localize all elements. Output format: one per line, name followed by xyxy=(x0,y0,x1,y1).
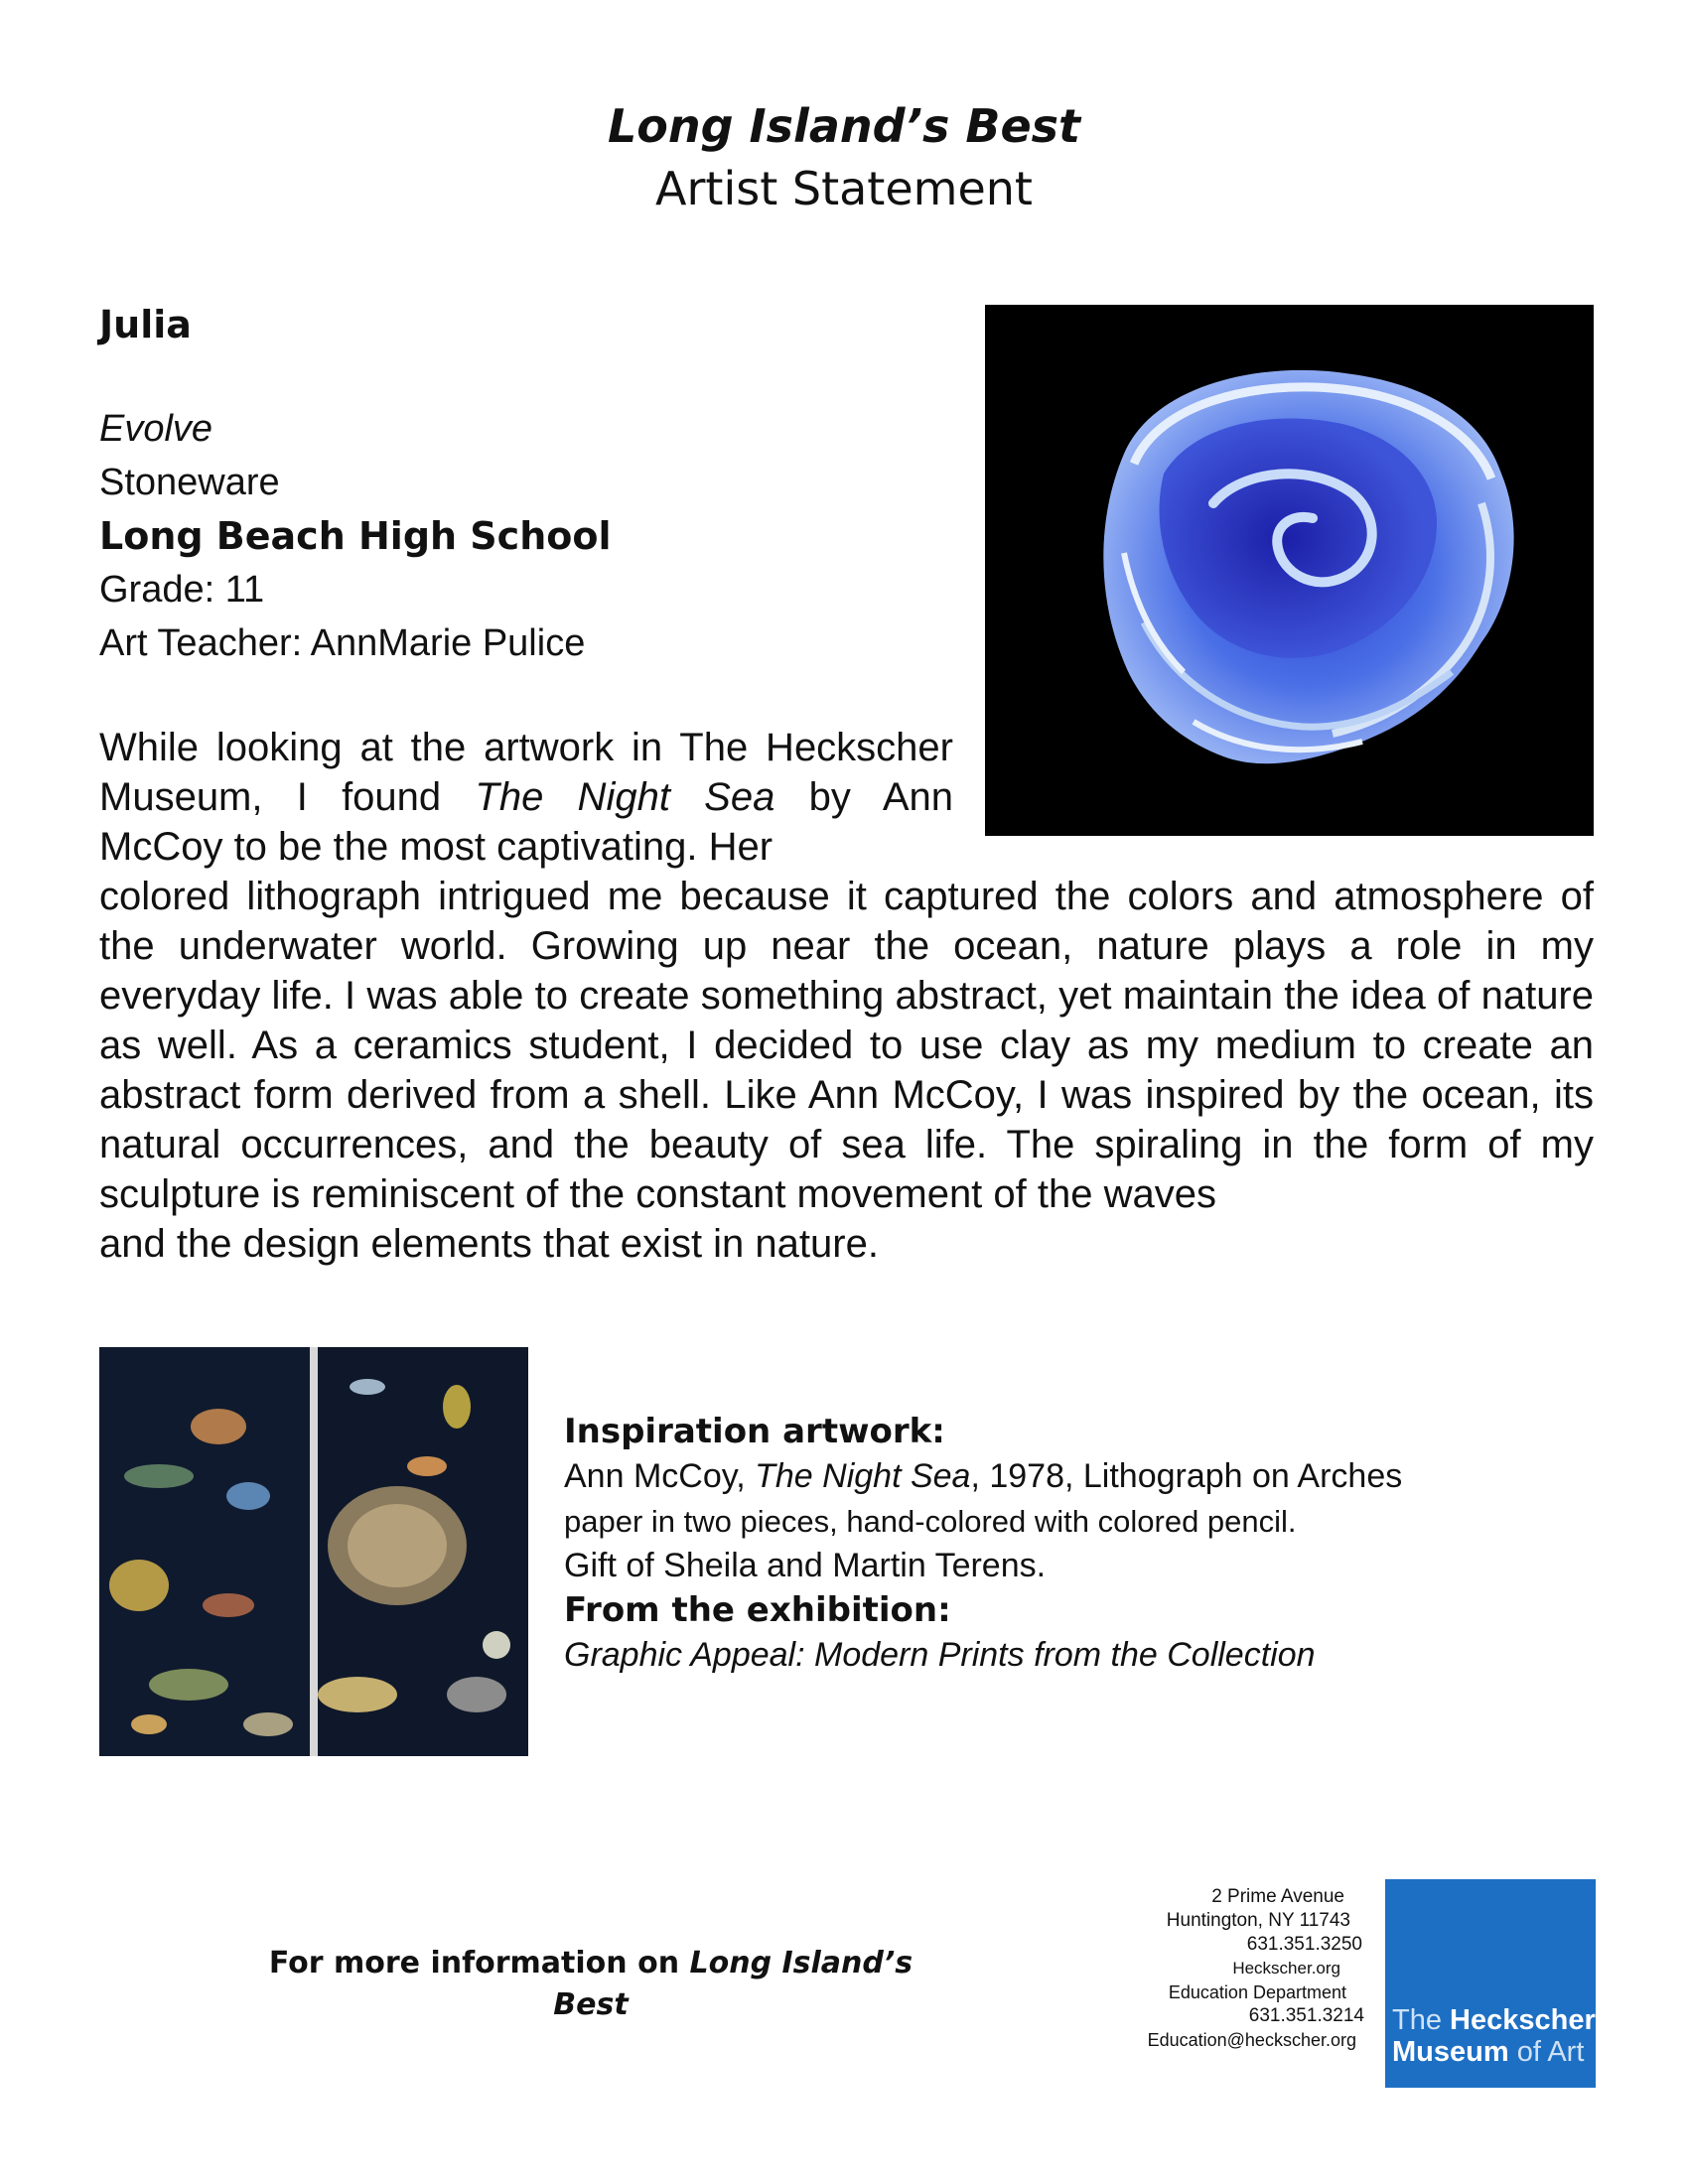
contact-block xyxy=(1112,1885,1370,2052)
statement-paragraph: colored lithograph intrigued me because it captured the colors and atmosphere of the underwater world. Growing up near the ocean, nature plays a role in my everyday life. I was able to create something abstract, yet maintain the idea of nature as well. As a ceramics student, I decided to use clay as my medium to create an abstract form derived from a shell. Like Ann McCoy, I was inspired by the ocean, its natural occurrences, and the beauty of sea life. The spiraling in the form of my sculpture is reminiscent of the constant movement of the waves xyxy=(99,875,1594,1216)
footer-line xyxy=(248,1943,933,1984)
logo-line-1 xyxy=(1392,2004,1596,2037)
inspiration-artist: Ann McCoy, xyxy=(564,1457,756,1495)
logo-word: Heckscher xyxy=(1450,2004,1596,2036)
page-title: Long Island’s Best xyxy=(607,99,1081,153)
department-phone: 631.351.3214 xyxy=(1248,2005,1364,2026)
statement-last-line: and the design elements that exist in nature. xyxy=(99,1222,879,1266)
footer-line xyxy=(248,1984,933,2026)
art-teacher: Art Teacher: AnnMarie Pulice xyxy=(99,622,586,664)
inspiration-artwork-image xyxy=(99,1347,528,1756)
grade: Grade: 11 xyxy=(99,569,265,611)
statement-text: Museum, I found xyxy=(99,775,476,819)
school-name: Long Beach High School xyxy=(99,514,612,558)
address-line-1: 2 Prime Avenue xyxy=(1211,1886,1344,1907)
inspiration-details: , 1978, Lithograph on Arches xyxy=(970,1457,1403,1495)
exhibition-heading: From the exhibition: xyxy=(564,1590,951,1630)
inspiration-credit xyxy=(564,1454,1557,1499)
logo-word: Museum xyxy=(1392,2036,1509,2068)
address-line-2: Huntington, NY 11743 xyxy=(1166,1910,1350,1931)
statement-artwork-title: The Night Sea xyxy=(475,775,775,819)
artist-name: Julia xyxy=(99,303,192,346)
statement-body xyxy=(99,872,1594,1269)
logo-line-2 xyxy=(1392,2036,1584,2069)
heckscher-logo xyxy=(1385,1879,1596,2088)
work-title: Evolve xyxy=(99,408,213,450)
website: Heckscher.org xyxy=(1232,1959,1340,1978)
footer-program-title: Long Island’s xyxy=(689,1946,914,1980)
inspiration-details-2: paper in two pieces, hand-colored with colored pencil. xyxy=(564,1504,1297,1539)
work-medium: Stoneware xyxy=(99,462,280,503)
logo-word: The xyxy=(1392,2004,1451,2036)
statement-line: While looking at the artwork in The Heckscher xyxy=(99,726,953,769)
logo-word: of Art xyxy=(1508,2036,1585,2068)
statement-line: McCoy to be the most captivating. Her xyxy=(99,825,774,869)
page-subtitle: Artist Statement xyxy=(655,162,1033,215)
inspiration-title: The Night Sea xyxy=(755,1457,971,1495)
footer-program-title-cont: Best xyxy=(553,1987,629,2022)
footer-info xyxy=(248,1943,933,2026)
statement-top xyxy=(99,723,953,872)
exhibition-title: Graphic Appeal: Modern Prints from the Collection xyxy=(564,1636,1316,1674)
inspiration-gift: Gift of Sheila and Martin Terens. xyxy=(564,1547,1047,1584)
statement-text: by Ann xyxy=(774,775,954,819)
phone: 631.351.3250 xyxy=(1246,1934,1362,1955)
email: Education@heckscher.org xyxy=(1147,2030,1356,2050)
footer-text: For more information on xyxy=(268,1946,690,1980)
inspiration-heading: Inspiration artwork: xyxy=(564,1412,945,1451)
inspiration-info xyxy=(564,1410,1557,1678)
department: Education Department xyxy=(1168,1982,1346,2002)
statement-line xyxy=(99,772,953,822)
sculpture-image xyxy=(985,305,1594,836)
